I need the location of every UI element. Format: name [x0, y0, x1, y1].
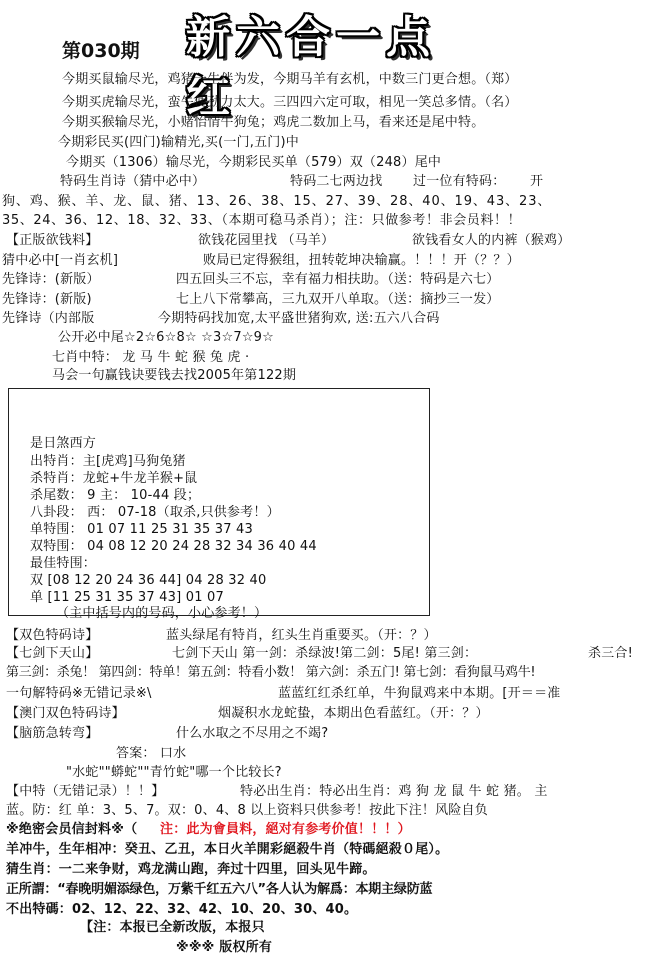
section-label: 先锋诗（内部版: [2, 311, 95, 326]
riddle-answer: 答案： 口水: [116, 746, 187, 761]
section-label: 【脑筋急转弯】: [6, 726, 99, 741]
title-text: 新六合一点红: [186, 12, 436, 123]
open-label: 开: [530, 174, 544, 189]
verse-line: 蓝蓝红红杀红单，牛狗鼠鸡来中本期。[开＝＝准: [278, 686, 561, 701]
verse-line: 四五回头三不忘，幸有福力相扶助。（送：特码是六七）: [176, 272, 500, 287]
section-label: 【正版欲钱料】: [6, 233, 99, 248]
box-line: 出特肖：主[虎鸡]马狗兔猪: [30, 454, 186, 469]
verse-line: 今期买（1306）输尽光，今期彩民买单（579）双（248）尾中: [66, 155, 442, 170]
riddle-line: 欲钱花园里找 （马羊）: [198, 233, 335, 248]
verse-line: 败局已定得猴组，扭转乾坤决输赢。！！！开（？？）: [203, 253, 520, 268]
special-zodiac-cont: 蓝。防：红 单：3、5、7。双：0、4、8 以上资料只供参考！按此下注！风险自负: [6, 803, 488, 818]
verse-line: 七上八下常攀高，三九双开八单取。（送：摘抄三一发）: [176, 292, 500, 307]
box-line: 单 [11 25 31 35 37 43] 01 07: [30, 590, 224, 605]
box-line: 杀特肖：龙蛇+牛龙羊猴+鼠: [30, 471, 198, 486]
section-label: 【双色特码诗】: [6, 628, 99, 643]
verse-line: 今期特码找加宽,太平盛世猪狗欢, 送:五六八合码: [158, 311, 440, 326]
box-line: 八卦段： 西： 07-18（取杀,只供参考！）: [30, 505, 280, 520]
riddle-line: 欲钱看女人的内裤（猴鸡）: [412, 233, 571, 248]
box-line: 单特围： 01 07 11 25 31 35 37 43: [30, 522, 253, 537]
seven-zodiac: 七肖中特： 龙 马 牛 蛇 猴 兔 虎 ·: [52, 350, 250, 365]
box-line: 双特围： 04 08 12 20 24 28 32 34 36 40 44: [30, 539, 317, 554]
special-zodiac: 特必出生肖：特必出生肖：鸡 狗 龙 鼠 牛 蛇 猪。 主: [240, 784, 548, 799]
issue-number: 第030期: [62, 40, 140, 62]
section-label: ※绝密会员信封料※（: [6, 822, 138, 837]
special-poem-label: 特码生肖诗（猜中必中）: [60, 174, 206, 189]
section-label: 【中特（无错记录）！！】: [6, 784, 165, 799]
bold-line: 羊冲牛，生年相冲：癸丑、乙丑，本日火羊開彩絕殺牛肖（特碼絕殺０尾）。: [6, 842, 449, 857]
bold-line: 正所謂：“春晚明媚添绿色，万紫千红五六八”各人认为解爲：本期主绿防蓝: [6, 882, 433, 897]
section-label: 【七剑下天山】: [6, 646, 99, 661]
saying-line: 马会一句赢钱诀要钱去找2005年第122期: [52, 368, 297, 383]
box-line: 杀尾数： 9 主： 10-44 段；: [30, 488, 201, 503]
section-label: 先锋诗：(新版）: [2, 272, 100, 287]
verse-line: 今期彩民买(四门)输精光,买(一门,五门)中: [58, 135, 299, 150]
verse-line: 今期买鼠输尽光，鸡猪一生伴为发，今期马羊有玄机，中数三门更合想。（郑）: [62, 72, 518, 87]
verse-line: 今期买猴输尽光，小赌怡情牛狗兔；鸡虎二数加上马，看来还是尾中特。: [62, 115, 485, 130]
footer-note: 【注：本报已全新改版，本报只: [80, 920, 265, 935]
section-label: 【澳门双色特码诗】: [6, 706, 125, 721]
special-hint: 特码二七两边找: [290, 174, 383, 189]
sword-line: 第三剑：杀兔！ 第四剑：特单！第五剑：特看小数！ 第六剑：杀五门! 第七剑：看狗鼠马鸡牛!: [6, 665, 536, 680]
copyright: ※※※ 版权所有: [176, 940, 273, 955]
box-line: 是日煞西方: [30, 436, 97, 451]
section-label: 猜中必中[一肖玄机]: [2, 253, 119, 268]
riddle-line: "水蛇""蟒蛇""青竹蛇"哪一个比较长?: [66, 765, 282, 780]
box-line: 双 [08 12 20 24 36 44] 04 28 32 40: [30, 573, 267, 588]
verse-line: 今期买虎输尽光，蛮牛使劲力太大。三四四六定可取，相见一笑总多情。（名）: [62, 95, 518, 110]
bold-line: 猜生肖：一二来争财，鸡龙满山跑，奔过十四里，回头见牛蹄。: [6, 862, 376, 877]
section-label: 先锋诗：(新版): [2, 292, 92, 307]
verse-line: 蓝头绿尾有特肖，红头生肖重要买。（开：？）: [166, 628, 437, 643]
section-label: 一句解特码※无错记录※\: [6, 686, 152, 701]
verse-line: 烟凝积水龙蛇蛰，本期出色看蓝红。（开：？）: [218, 706, 489, 721]
special-hint-2: 过一位有特码：: [413, 174, 506, 189]
box-line: 最佳特围：: [30, 556, 97, 571]
member-note: 注：此为會員料，絕对有参考价值！！！）: [160, 822, 411, 837]
bold-line: 不出特碼：02、12、22、32、42、10、20、30、40。: [6, 902, 358, 917]
numbers-row: 35、24、36、12、18、32、33、（本期可稳马杀肖）；注：只做参考！非会员料！！: [2, 213, 522, 228]
sword-line: 七剑下天山 第一剑：杀绿波!第二剑：5尾! 第三剑：: [172, 646, 478, 661]
riddle-line: 什么水取之不尽用之不竭?: [176, 726, 329, 741]
numbers-row: 狗、鸡、猴、羊、龙、鼠、猪、13、26、38、15、27、39、28、40、19、43、23、: [2, 194, 552, 209]
tail-numbers: 公开必中尾☆2☆6☆8☆ ☆3☆7☆9☆: [58, 330, 274, 345]
box-line: （主中括号内的号码，小心参考！）: [56, 606, 268, 621]
sword-line: 杀三合!: [588, 646, 634, 661]
